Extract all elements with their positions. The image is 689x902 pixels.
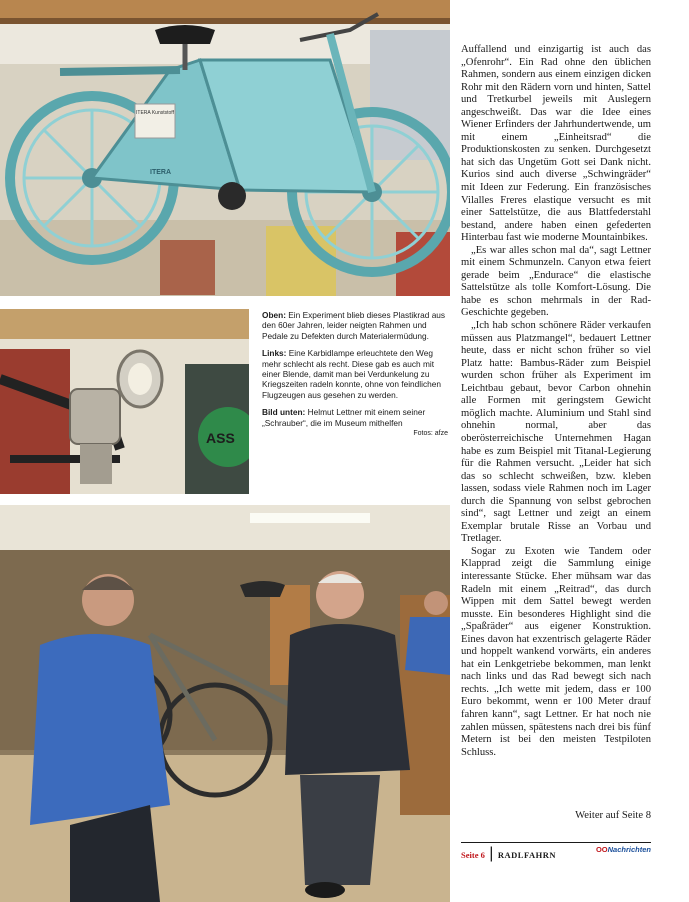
photo-carbide-lamp bbox=[0, 309, 249, 494]
workshop-illustration bbox=[0, 505, 450, 902]
footer-separator: | bbox=[484, 845, 498, 862]
brand-text: Nachrichten bbox=[607, 845, 651, 854]
photo-plastic-bike bbox=[0, 0, 450, 296]
section-name: RADLFAHRN bbox=[497, 850, 557, 860]
page-number: Seite 6 bbox=[461, 850, 485, 860]
caption-left: Links: Eine Karbidlampe erleuchtete den Weg mehr schlecht als recht. Diese gab es auch mit einer Blende, damit man bei Verdunkelung zu Kriegszeiten radeln konnte, ohne von feindlichen Flugzeugen aus gesehen zu werden. bbox=[262, 348, 441, 400]
photo-workshop bbox=[0, 505, 450, 902]
photo-captions bbox=[262, 310, 448, 439]
page-footer bbox=[461, 842, 651, 862]
photo-credit: Fotos: afze bbox=[413, 430, 448, 438]
itera-logo: ITERA bbox=[150, 169, 171, 176]
caption-top: Oben: Ein Experiment blieb dieses Plastikrad aus den 60er Jahren, leider neigten Rahmen und Pedale zu Defekten durch Materialermüdung. bbox=[262, 310, 446, 341]
carbide-lamp-illustration bbox=[0, 309, 249, 494]
article-paragraph: „Es war alles schon mal da“, sagt Lettner mit einem Schmunzeln. Canyon etwa feiert gerade beim „Endurace“ die elastische Sattelstütze als tolle Komfort-Lösung. Die habe es schon mehrmals in der Rad-Geschichte gegeben. bbox=[461, 244, 651, 319]
article-body bbox=[461, 44, 651, 759]
continue-link[interactable]: Weiter auf Seite 8 bbox=[575, 810, 651, 821]
caption-bottom: Bild unten: Helmut Lettner mit einem seiner „Schrauber“, die im Museum mithelfen bbox=[262, 407, 426, 428]
bike-info-card: ITERA Kunststoff bbox=[136, 110, 174, 116]
article-paragraph: Auffallend und einzigartig ist auch das „Ofenrohr“. Ein Rad ohne den üblichen Rahmen, sondern aus einem einzigen dicken Rohr mit den Rädern vorn und hinten, Sattel und Tretkurbel jeweils mit Auslegern angeschweißt. Das war die Idee eines Wiener Erfinders der Jahrhundertwende, um mit einem „Einheitsrad“ die Produktionskosten zu senken. Durchgesetzt hat sich das Ungetüm Gott sei Dank nicht. Kurios sind auch diverse „Schwingräder“ mit Ideen zur Federung. Ein französisches Vilalles Freres elastique versucht es mit einer Sattelstütze, die aus Blattfederstahl bestand, andere haben einen gefederten Hinterbau fast wie moderne Mountainbikes. bbox=[461, 44, 651, 244]
brand-logo bbox=[596, 845, 651, 854]
plastic-bike-illustration bbox=[0, 0, 450, 296]
article-paragraph: „Ich hab schon schönere Räder verkaufen müssen aus Platzmangel“, bedauert Lettner heute, dass er nicht schon früher so viel Platz hatte: Bambus-Räder zum Beispiel wurden schon früher als Experiment im Leichtbau gebaut, bevor Carbon ohnehin alle Formen mit geringstem Gewicht möglich machte. Aluminium und Stahl sind ohnehin normal, aber das oberösterreichische Unternehmen Hagan habe es zum Beispiel mit Titanal-Legierung für die Rahmen versucht. „Leider hat sich das so schlecht schweißen, bzw. kleben lassen, sodass viele Rahmen noch im Lager durch die Spannung von selbst gebrochen sind“, sagt Lettner und zeigt an einem Exemplar brutale Risse an Vorbau und Tretlager. bbox=[461, 320, 651, 545]
article-paragraph: Sogar zu Exoten wie Tandem oder Klapprad zeigt die Sammlung einige interessante Stücke. Eher mühsam war das Radeln mit einem „Reitrad“, das durch Wippen mit dem Sattel bewegt werden musste. Ein besonderes Highlight sind die „Spaßräder“ aus eigener Konstruktion. Eines davon hat exzentrisch gelagerte Räder und hoppelt wankend vorwärts, ein anderes hat ein Lenkgetriebe bekommen, man lenkt nach links und das Rad bewegt sich nach rechts. „Ich wette mit jedem, dass er 100 Euro bekommt, wenn er 100 Meter drauf fahren kann“, sagt Lettner. Er hat noch nie zahlen müssen, spätestens nach drei bis fünf Metern ist bei den meisten Testpiloten Schluss. bbox=[461, 545, 651, 758]
ass-sign: ASS bbox=[206, 430, 235, 446]
brand-mark-icon: OO bbox=[595, 845, 608, 854]
